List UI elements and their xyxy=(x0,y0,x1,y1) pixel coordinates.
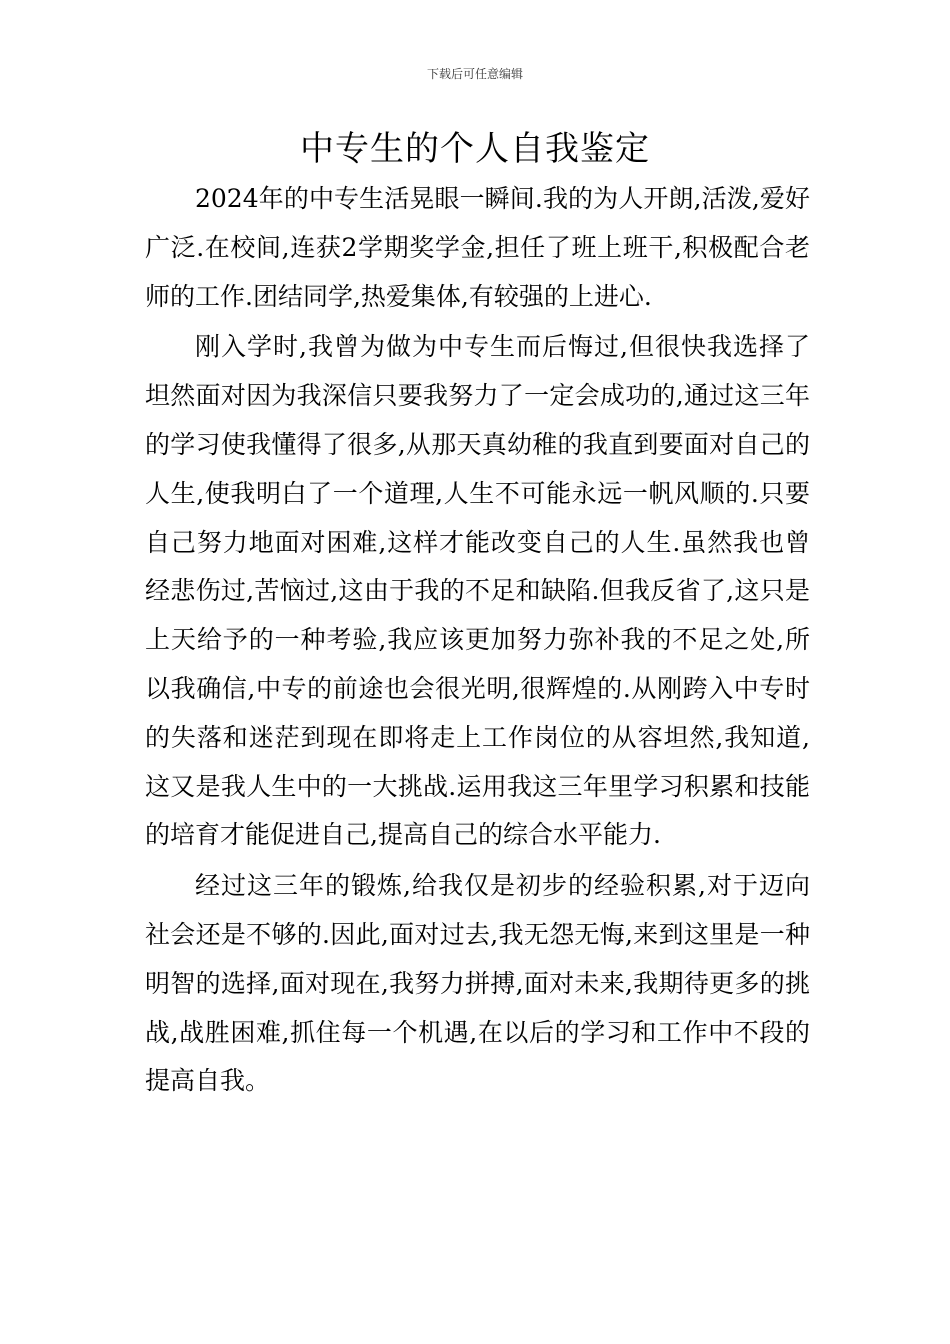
paragraph-2: 刚入学时,我曾为做为中专生而后悔过,但很快我选择了坦然面对因为我深信只要我努力了一定会成功的,通过这三年的学习使我懂得了很多,从那天真幼稚的我直到要面对自己的人生,使我明白了一个道理,人生不可能永远一帆风顺的.只要自己努力地面对困难,这样才能改变自己的人生.虽然我也曾经悲伤过,苦恼过,这由于我的不足和缺陷.但我反省了,这只是上天给予的一种考验,我应该更加努力弥补我的不足之处,所以我确信,中专的前途也会很光明,很辉煌的.从刚跨入中专时的失落和迷茫到现在即将走上工作岗位的从容坦然,我知道,这又是我人生中的一大挑战.运用我这三年里学习积累和技能的培育才能促进自己,提高自己的综合水平能力. xyxy=(145,332,810,850)
document-body xyxy=(145,175,810,1108)
header-note: 下载后可任意编辑 xyxy=(426,67,523,81)
document-title: 中专生的个人自我鉴定 xyxy=(300,129,650,169)
paragraph-1: 2024年的中专生活晃眼一瞬间.我的为人开朗,活泼,爱好广泛.在校间,连获2学期奖学金,担任了班上班干,积极配合老师的工作.团结同学,热爱集体,有较强的上进心. xyxy=(145,184,810,311)
paragraph-3: 经过这三年的锻炼,给我仅是初步的经验积累,对于迈向社会还是不够的.因此,面对过去,我无怨无悔,来到这里是一种明智的选择,面对现在,我努力拼搏,面对未来,我期待更多的挑战,战胜困难,抓住每一个机遇,在以后的学习和工作中不段的提高自我。 xyxy=(145,871,810,1096)
